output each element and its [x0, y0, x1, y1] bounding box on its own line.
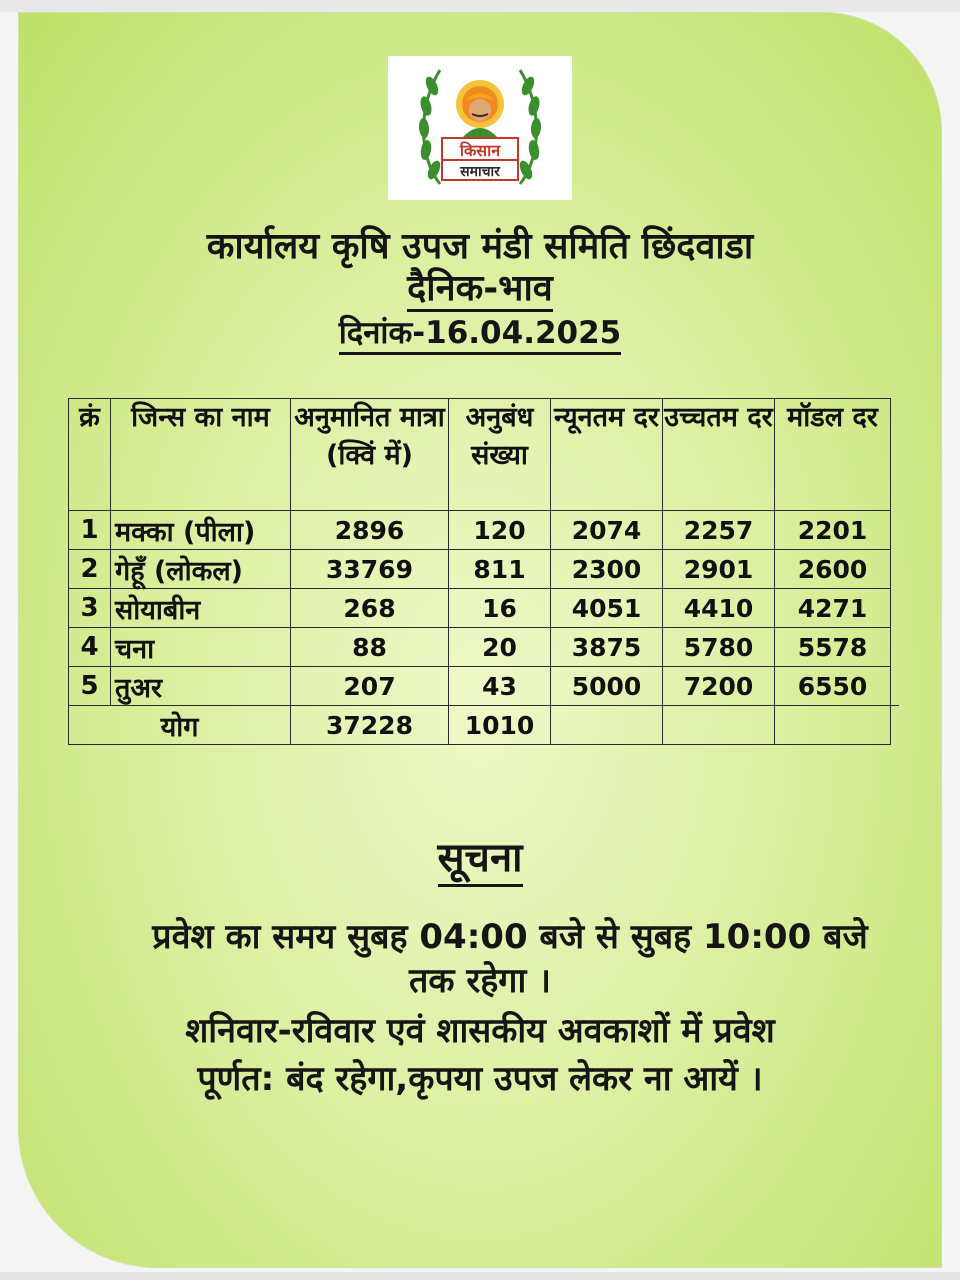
col-header-max-rate: उच्चतम दर — [663, 399, 775, 511]
cell-modal-rate: 4271 — [775, 589, 891, 628]
cell-quantity: 88 — [291, 628, 449, 667]
cell-total-contracts: 1010 — [449, 706, 551, 745]
cell-quantity: 2896 — [291, 511, 449, 550]
cell-contracts: 120 — [449, 511, 551, 550]
col-header-modal-rate: मॉडल दर — [775, 399, 891, 511]
table-edge — [891, 628, 899, 667]
table-total-row — [69, 706, 899, 745]
cell-contracts: 43 — [449, 667, 551, 706]
notice-line-1: प्रवेश का समय सुबह 04:00 बजे से सुबह 10:00 बजे — [152, 917, 868, 957]
cell-contracts: 20 — [449, 628, 551, 667]
cell-total-label: योग — [69, 706, 291, 745]
date-heading: दिनांक-16.04.2025 — [0, 314, 960, 355]
daily-rates-heading: दैनिक-भाव — [0, 268, 960, 312]
cell-serial: 4 — [69, 628, 111, 667]
table-edge — [891, 511, 899, 550]
table-row — [69, 667, 899, 706]
cell-quantity: 207 — [291, 667, 449, 706]
bottom-strip — [0, 1272, 960, 1280]
cell-serial: 1 — [69, 511, 111, 550]
col-header-quantity: अनुमानित मात्रा (क्विं में) — [291, 399, 449, 511]
cell-max-rate: 7200 — [663, 667, 775, 706]
table-edge — [891, 399, 899, 511]
top-strip — [0, 0, 960, 12]
col-header-contracts: अनुबंध संख्या — [449, 399, 551, 511]
table-edge — [891, 589, 899, 628]
cell-max-rate: 4410 — [663, 589, 775, 628]
cell-min-rate: 2300 — [551, 550, 663, 589]
cell-commodity: मक्का (पीला) — [111, 511, 291, 550]
cell-empty — [775, 706, 891, 745]
cell-empty — [663, 706, 775, 745]
cell-total-quantity: 37228 — [291, 706, 449, 745]
table-header-row — [69, 399, 899, 511]
logo-emblem-icon — [388, 56, 572, 200]
notice-line-3: शनिवार-रविवार एवं शासकीय अवकाशों में प्रवेश — [185, 1011, 775, 1051]
cell-serial: 5 — [69, 667, 111, 706]
notice-line-4: पूर्णत: बंद रहेगा,कृपया उपज लेकर ना आयें । — [197, 1059, 763, 1099]
cell-max-rate: 2901 — [663, 550, 775, 589]
cell-commodity: तुअर — [111, 667, 291, 706]
cell-modal-rate: 6550 — [775, 667, 891, 706]
cell-max-rate: 5780 — [663, 628, 775, 667]
cell-serial: 3 — [69, 589, 111, 628]
notice-title: सूचना — [0, 832, 960, 887]
rates-table — [68, 398, 899, 745]
table-row — [69, 589, 899, 628]
cell-contracts: 811 — [449, 550, 551, 589]
table-edge — [891, 667, 899, 706]
cell-min-rate: 4051 — [551, 589, 663, 628]
cell-max-rate: 2257 — [663, 511, 775, 550]
logo-text-line1: किसान — [459, 141, 501, 160]
office-title: कार्यालय कृषि उपज मंडी समिति छिंदवाडा — [206, 226, 754, 267]
cell-modal-rate: 5578 — [775, 628, 891, 667]
cell-commodity: चना — [111, 628, 291, 667]
cell-contracts: 16 — [449, 589, 551, 628]
col-header-serial: क्रं — [69, 399, 111, 511]
cell-min-rate: 3875 — [551, 628, 663, 667]
notice-line-2: तक रहेगा । — [409, 961, 551, 1001]
cell-modal-rate: 2201 — [775, 511, 891, 550]
kisan-samachar-logo — [388, 56, 572, 200]
cell-modal-rate: 2600 — [775, 550, 891, 589]
table-row — [69, 511, 899, 550]
cell-quantity: 268 — [291, 589, 449, 628]
cell-empty — [891, 706, 899, 745]
cell-quantity: 33769 — [291, 550, 449, 589]
table-edge — [891, 550, 899, 589]
cell-min-rate: 5000 — [551, 667, 663, 706]
table-row — [69, 628, 899, 667]
cell-empty — [551, 706, 663, 745]
col-header-commodity: जिन्स का नाम — [111, 399, 291, 511]
cell-commodity: सोयाबीन — [111, 589, 291, 628]
cell-min-rate: 2074 — [551, 511, 663, 550]
col-header-min-rate: न्यूनतम दर — [551, 399, 663, 511]
table-row — [69, 550, 899, 589]
cell-commodity: गेहूँ (लोकल) — [111, 550, 291, 589]
cell-serial: 2 — [69, 550, 111, 589]
logo-text-line2: समाचार — [460, 164, 500, 180]
